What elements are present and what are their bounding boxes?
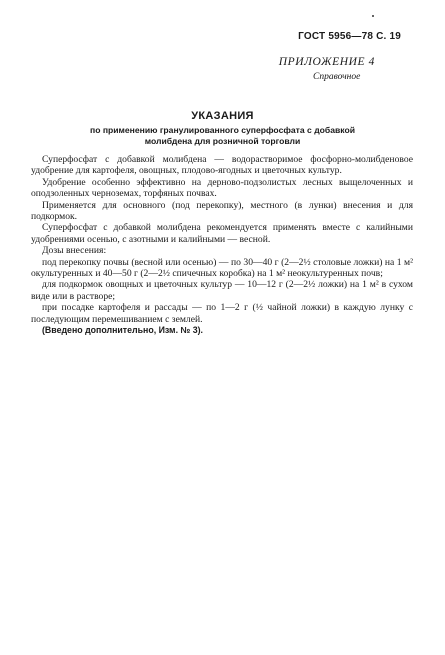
appendix-label: ПРИЛОЖЕНИЕ 4 — [278, 56, 375, 68]
document-title: УКАЗАНИЯ — [191, 110, 254, 122]
amendment-note: (Введено дополнительно, Изм. № 3). — [42, 325, 203, 336]
paragraph-effectiveness: Удобрение особенно эффективно на дерново-подзолистых лесных выщелоченных и оподзоленных черноземах, торфяных почвах. — [31, 176, 413, 200]
paragraph-doses-heading: Дозы внесения: — [42, 245, 107, 257]
subtitle-line-2: молибдена для розничной торговли — [144, 136, 301, 146]
page-header: ГОСТ 5956—78 С. 19 — [298, 31, 401, 42]
paragraph-dose-planting: при посадке картофеля и рассады — по 1—2 г (½ чайной ложки) в каждую лунку с последующим перемешиванием с землей. — [31, 302, 413, 325]
paragraph-description: Суперфосфат с добавкой молибдена — водорастворимое фосфорно-молибденовое удобрение для картофеля, овощных, плодово-ягодных и цветочных культур. — [31, 154, 413, 177]
paragraph-application: Применяется для основного (под перекопку), местного (в лунки) внесения и для подкормок. — [31, 199, 413, 223]
paragraph-recommendation: Суперфосфат с добавкой молибдена рекомендуется применять вместе с калийными удобрениями осенью, с азотными и калийными — весной. — [31, 222, 413, 245]
speck-mark — [372, 15, 374, 17]
appendix-reference: Справочное — [313, 72, 361, 82]
paragraph-dose-feeding: для подкормок овощных и цветочных культур — 10—12 г (2—2½ ложки) на 1 м² в сухом виде или в растворе; — [31, 279, 413, 302]
document-body — [31, 154, 413, 337]
document-subtitle — [60, 125, 385, 147]
subtitle-line-1: по применению гранулированного суперфосфата с добавкой — [90, 125, 355, 135]
paragraph-dose-digging: под перекопку почвы (весной или осенью) — по 30—40 г (2—2½ столовые ложки) на 1 м² окультуренных и 40—50 г (2—2½ спичечных коробка) на 1 м² неокультуренных почв; — [31, 256, 413, 280]
